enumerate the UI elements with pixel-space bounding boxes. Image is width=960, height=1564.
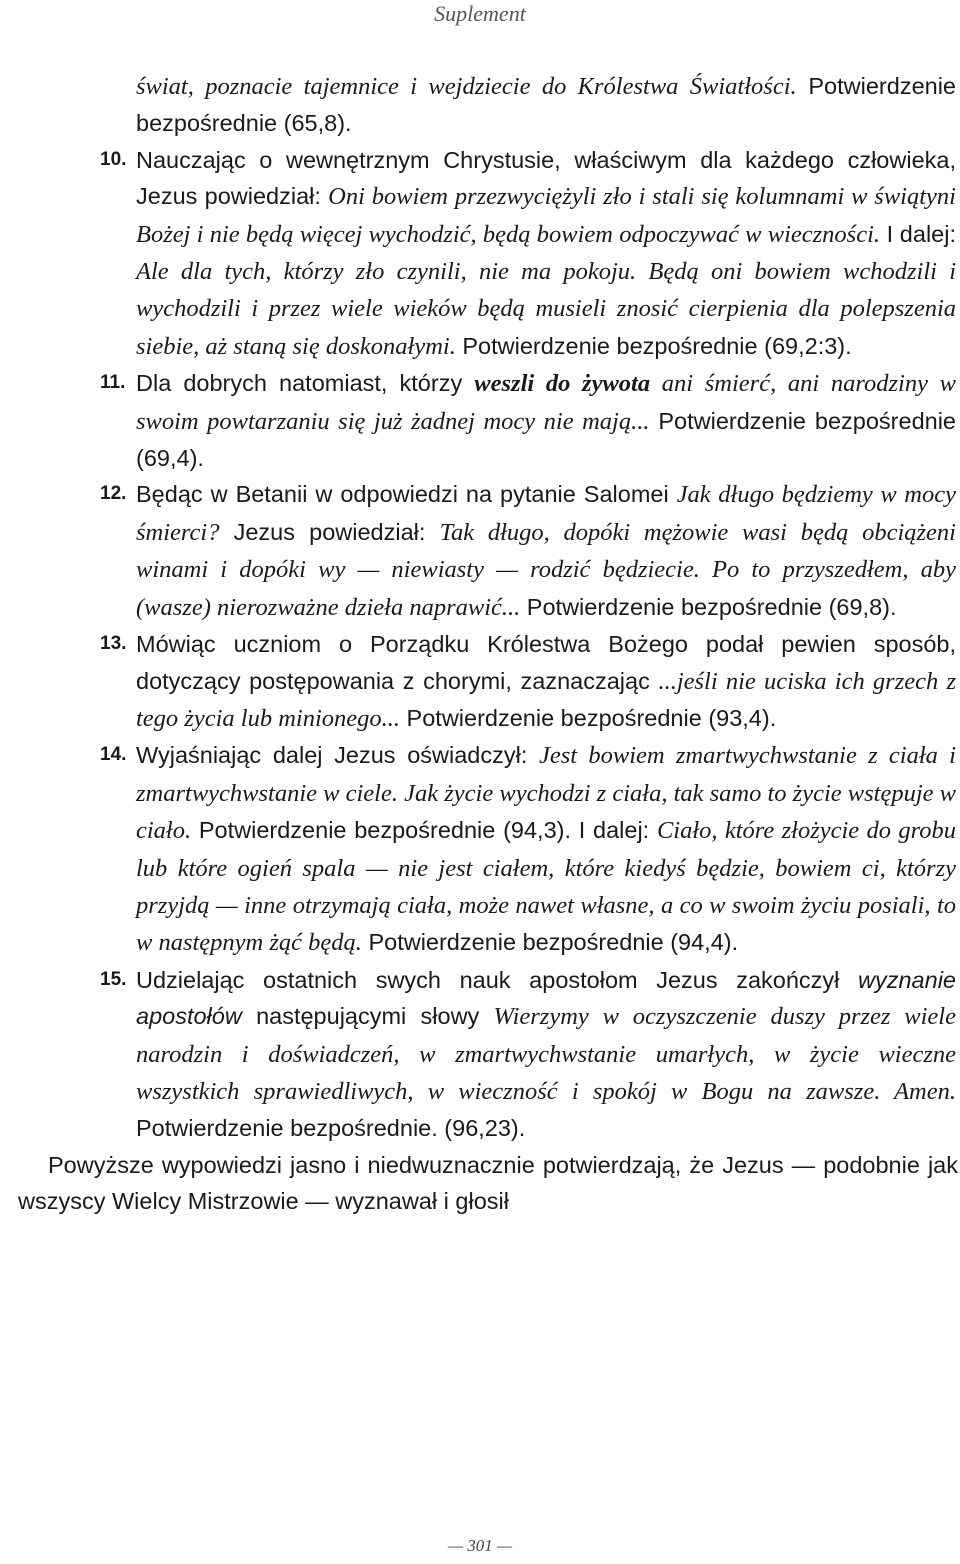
closing-paragraph	[0, 1147, 960, 1220]
quote-text: Wierzymy w oczyszczenie duszy przez wiele narodzin i doświadczeń, w zmartwychwstanie umarłych, w życie wieczne wszystkich sprawiedliwych, w wieczność i spokój w Bogu na zawsze. Amen.	[136, 1003, 956, 1105]
body-text: I dalej:	[880, 220, 956, 247]
quote-text: Oni bowiem przezwyciężyli zło i stali się kolumnami w świątyni Bożej i nie będą więcej wychodzić, będą bowiem odpoczywać w wieczności.	[136, 183, 956, 248]
page-body	[0, 68, 960, 1220]
body-text: Jezus powiedział:	[219, 518, 440, 545]
body-text: Dla dobrych natomiast, którzy	[136, 370, 475, 397]
paragraph-number: 10.	[100, 148, 127, 170]
paragraph-number: 14.	[100, 744, 127, 766]
reference-text: Potwierdzenie bezpośrednie (69,8).	[520, 593, 897, 620]
quote-text: Jak długo będziemy w mocy śmierci?	[136, 481, 956, 546]
paragraph-number: 15.	[100, 968, 127, 990]
quote-text: świat, poznacie tajemnice i wejdziecie do Królestwa Światłości.	[136, 73, 797, 100]
body-text: Udzielając ostatnich swych nauk apostołom Jezus zakończył	[136, 966, 859, 993]
quote-text: Tak długo, dopóki mężowie wasi będą obciążeni winami i dopóki wy — niewiasty — rodzić będziecie. Po to przyszedłem, aby (wasze) nierozważne dzieła naprawić...	[136, 518, 956, 621]
running-header: Suplement	[434, 1, 526, 26]
paragraph-number: 11.	[100, 372, 126, 394]
paragraph-continuation	[0, 68, 960, 142]
paragraph-15	[0, 962, 960, 1147]
quote-text: Ale dla tych, którzy zło czynili, nie ma pokoju. Będą oni bowiem wchodzili i wychodzili i przez wiele wieków będą musieli znosić cierpienia dla polepszenia siebie, aż staną się doskonałymi.	[136, 258, 956, 360]
quote-text: ani śmierć, ani narodziny w swoim powtarzaniu się już żadnej mocy nie mają...	[136, 370, 956, 435]
body-text: Nauczając o wewnętrznym Chrystusie, właściwym dla każdego człowieka, Jezus powiedział:	[136, 146, 956, 210]
reference-text: Potwierdzenie bezpośrednie (69,4).	[136, 407, 956, 472]
body-text: Mówiąc uczniom o Porządku Królestwa Bożego podał pewien sposób, dotyczący postępowania z chorymi, zaznaczając	[136, 631, 956, 694]
paragraph-number: 12.	[100, 483, 127, 505]
paragraph-13	[0, 626, 960, 737]
paragraph-11	[0, 365, 960, 476]
quote-text: Jest bowiem zmartwychwstanie z ciała i zmartwychwstanie w ciele. Jak życie wychodzi z ciała, tak samo to życie wstępuje w ciało.	[136, 742, 956, 845]
body-text: Będąc w Betanii w odpowiedzi na pytanie Salomei	[136, 481, 677, 508]
reference-text: Potwierdzenie bezpośrednie (93,4).	[400, 704, 777, 731]
paragraph-10	[0, 142, 960, 365]
reference-text: Potwierdzenie bezpośrednie (69,2:3).	[455, 332, 852, 359]
page-number: — 301 —	[447, 1536, 513, 1555]
body-text: Wyjaśniając dalej Jezus oświadczył:	[136, 742, 540, 769]
body-text: następującymi słowy	[241, 1003, 494, 1030]
paragraph-number: 13.	[100, 633, 127, 655]
body-text: Powyższe wypowiedzi jasno i niedwuznacznie potwierdzają, że Jezus — podobnie jak wszyscy Wielcy Mistrzowie — wyznawał i głosił	[18, 1151, 958, 1215]
reference-text: Potwierdzenie bezpośrednie (94,4).	[361, 929, 739, 956]
paragraph-14	[0, 737, 960, 961]
quote-text: ...jeśli nie uciska ich grzech z tego życia lub minionego...	[136, 667, 956, 732]
reference-text: Potwierdzenie bezpośrednie. (96,23).	[136, 1115, 526, 1142]
quote-text: Ciało, które złożycie do grobu lub które ogień spala — nie jest ciałem, które kiedyś będzie, bowiem ci, którzy przyjdą — inne otrzymają ciała, może nawet własne, a co w swoim życiu posiali, to w następnym żąć będą.	[136, 817, 956, 957]
reference-text: Potwierdzenie bezpośrednie (65,8).	[136, 73, 956, 137]
paragraph-12	[0, 476, 960, 626]
emphasis-text: wyznanie apostołów	[136, 966, 956, 1030]
emphasis-text: weszli do żywota	[474, 370, 651, 398]
reference-text: Potwierdzenie bezpośrednie (94,3). I dalej:	[191, 817, 657, 844]
